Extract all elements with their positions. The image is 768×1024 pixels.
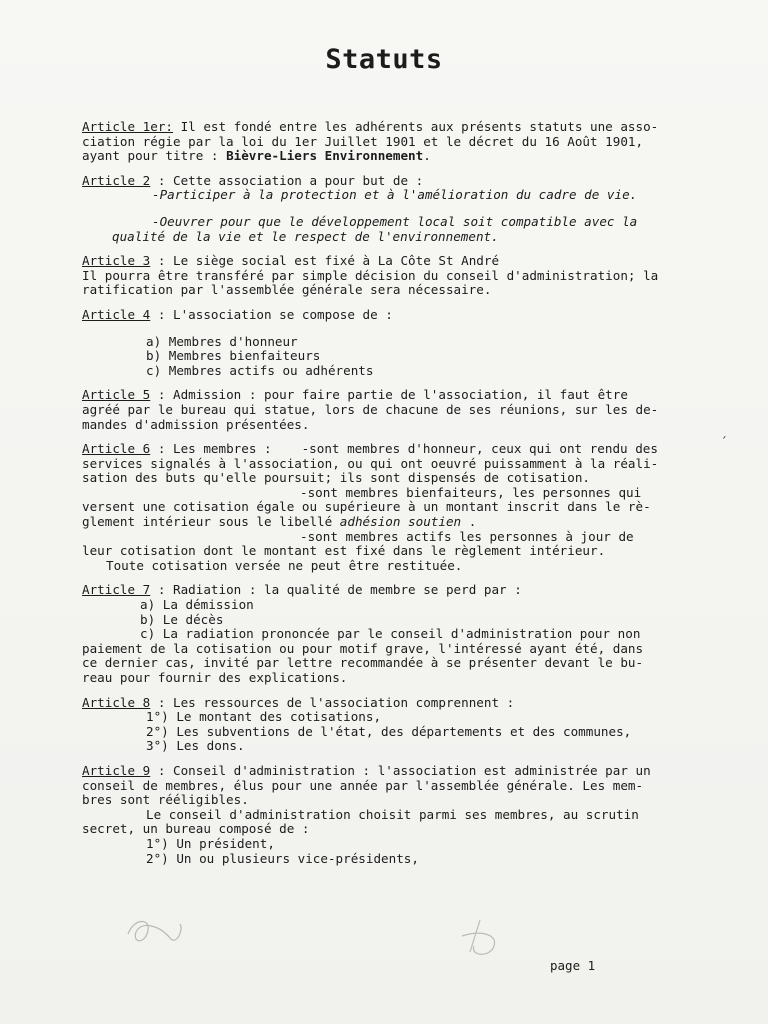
article-3	[82, 253, 659, 298]
article-6-line-2: services signalés à l'association, ou qui ont oeuvré puissamment à la réali-	[82, 455, 659, 471]
article-5-line-2: agréé par le bureau qui statue, lors de chacune de ses réunions, sur les de-	[82, 401, 659, 417]
article-2-purpose-2-cont: qualité de la vie et le respect de l'environnement.	[112, 228, 499, 244]
article-5-line-1: : Admission : pour faire partie de l'association, il faut être	[150, 387, 628, 403]
article-2-line-1: : Cette association a pour but de :	[150, 172, 424, 188]
article-4-line-1: : L'association se compose de :	[150, 306, 393, 322]
article-6-line-3: sation des buts qu'elle poursuit; ils sont dispensés de cotisation.	[82, 470, 590, 486]
article-9-line-2: conseil de membres, élus pour une année par l'assemblée générale. Les mem-	[82, 777, 644, 793]
article-7-line-1: : Radiation : la qualité de membre se perd par :	[150, 582, 522, 598]
article-1	[82, 119, 659, 164]
article-7-item-c: c) La radiation prononcée par le conseil d'administration pour non	[140, 626, 641, 642]
article-2-purpose-1: -Participer à la protection et à l'amélioration du cadre de vie.	[152, 187, 638, 203]
article-2-label: Article 2	[82, 172, 151, 188]
article-6-line-4: -sont membres bienfaiteurs, les personnes qui	[300, 484, 642, 500]
article-3-line-1: : Le siège social est fixé à La Côte St André	[150, 253, 500, 269]
article-4	[82, 308, 656, 378]
margin-mark: ˏ	[720, 424, 728, 438]
article-4-item-b: b) Membres bienfaiteurs	[146, 348, 321, 364]
article-3-label: Article 3	[82, 253, 151, 269]
article-6-line-6a: glement intérieur sous le libellé	[82, 514, 340, 530]
article-1-label: Article 1er:	[82, 119, 173, 134]
article-6-line-9: Toute cotisation versée ne peut être restituée.	[106, 557, 463, 573]
article-6-line-1a: : Les membres :	[150, 441, 272, 457]
article-8-item-3: 3°) Les dons.	[146, 738, 245, 754]
page-number: page 1	[550, 958, 596, 973]
article-8	[82, 696, 656, 754]
article-9-line-1: : Conseil d'administration : l'association est administrée par un	[150, 762, 651, 778]
article-9-line-4: Le conseil d'administration choisit parmi ses membres, au scrutin	[146, 806, 639, 822]
article-7-line-5: paiement de la cotisation ou pour motif grave, l'intéressé ayant été, dans	[82, 640, 644, 656]
article-7-label: Article 7	[82, 582, 151, 598]
initials-mark-left	[128, 921, 181, 940]
article-5-line-3: mandes d'admission présentées.	[82, 416, 310, 432]
article-9-item-2: 2°) Un ou plusieurs vice-présidents,	[146, 850, 419, 866]
article-8-label: Article 8	[82, 694, 151, 710]
article-4-label: Article 4	[82, 306, 151, 322]
article-1-line-2: ciation régie par la loi du 1er Juillet 1901 et le décret du 16 Août 1901,	[82, 133, 644, 149]
document-body	[82, 119, 659, 876]
article-9-line-5: secret, un bureau composé de :	[82, 821, 310, 837]
article-8-line-1: : Les ressources de l'association comprennent :	[150, 694, 515, 710]
article-1-line-3a: ayant pour titre :	[82, 148, 227, 164]
article-3-line-3: ratification par l'assemblée générale sera nécessaire.	[82, 282, 492, 298]
article-4-item-c: c) Membres actifs ou adhérents	[146, 362, 374, 378]
article-9-label: Article 9	[82, 762, 151, 778]
article-6-line-5: versent une cotisation égale ou supérieure à un montant inscrit dans le rè-	[82, 499, 651, 515]
article-8-item-1: 1°) Le montant des cotisations,	[146, 709, 382, 725]
article-6-line-6c: .	[461, 514, 477, 530]
article-4-item-a: a) Membres d'honneur	[146, 333, 298, 349]
article-6-adhesion-label: adhésion soutien	[339, 514, 462, 530]
document-title: Statuts	[325, 44, 443, 75]
initials-mark-right	[462, 920, 495, 954]
article-9	[82, 764, 656, 866]
article-7-item-b: b) Le décès	[140, 611, 224, 627]
article-5	[82, 387, 659, 432]
article-6-line-7: -sont membres actifs les personnes à jour de	[300, 528, 634, 544]
article-1-line-3c: .	[423, 148, 431, 164]
article-2	[82, 174, 656, 244]
article-5-label: Article 5	[82, 387, 151, 403]
article-9-item-1: 1°) Un président,	[146, 835, 275, 851]
article-2-purpose-2: -Oeuvrer pour que le développement local soit compatible avec la	[152, 213, 638, 229]
association-name: Bièvre-Liers Environnement	[226, 148, 424, 164]
article-1-line-1: Il est fondé entre les adhérents aux présents statuts une asso-	[173, 119, 659, 134]
article-7-item-a: a) La démission	[140, 597, 254, 613]
article-7	[82, 583, 656, 685]
article-8-item-2: 2°) Les subventions de l'état, des départements et des communes,	[146, 723, 632, 739]
article-6	[82, 441, 659, 573]
article-6-label: Article 6	[82, 441, 151, 457]
article-7-line-7: reau pour fournir des explications.	[82, 670, 348, 685]
article-6-line-1b: -sont membres d'honneur, ceux qui ont rendu des	[301, 441, 658, 457]
article-9-line-3: bres sont rééligibles.	[82, 792, 249, 808]
article-6-line-8: leur cotisation dont le montant est fixé dans le règlement intérieur.	[82, 543, 606, 559]
article-7-line-6: ce dernier cas, invité par lettre recommandée à se présenter devant le bu-	[82, 655, 644, 671]
article-3-line-2: Il pourra être transféré par simple décision du conseil d'administration; la	[82, 267, 659, 283]
